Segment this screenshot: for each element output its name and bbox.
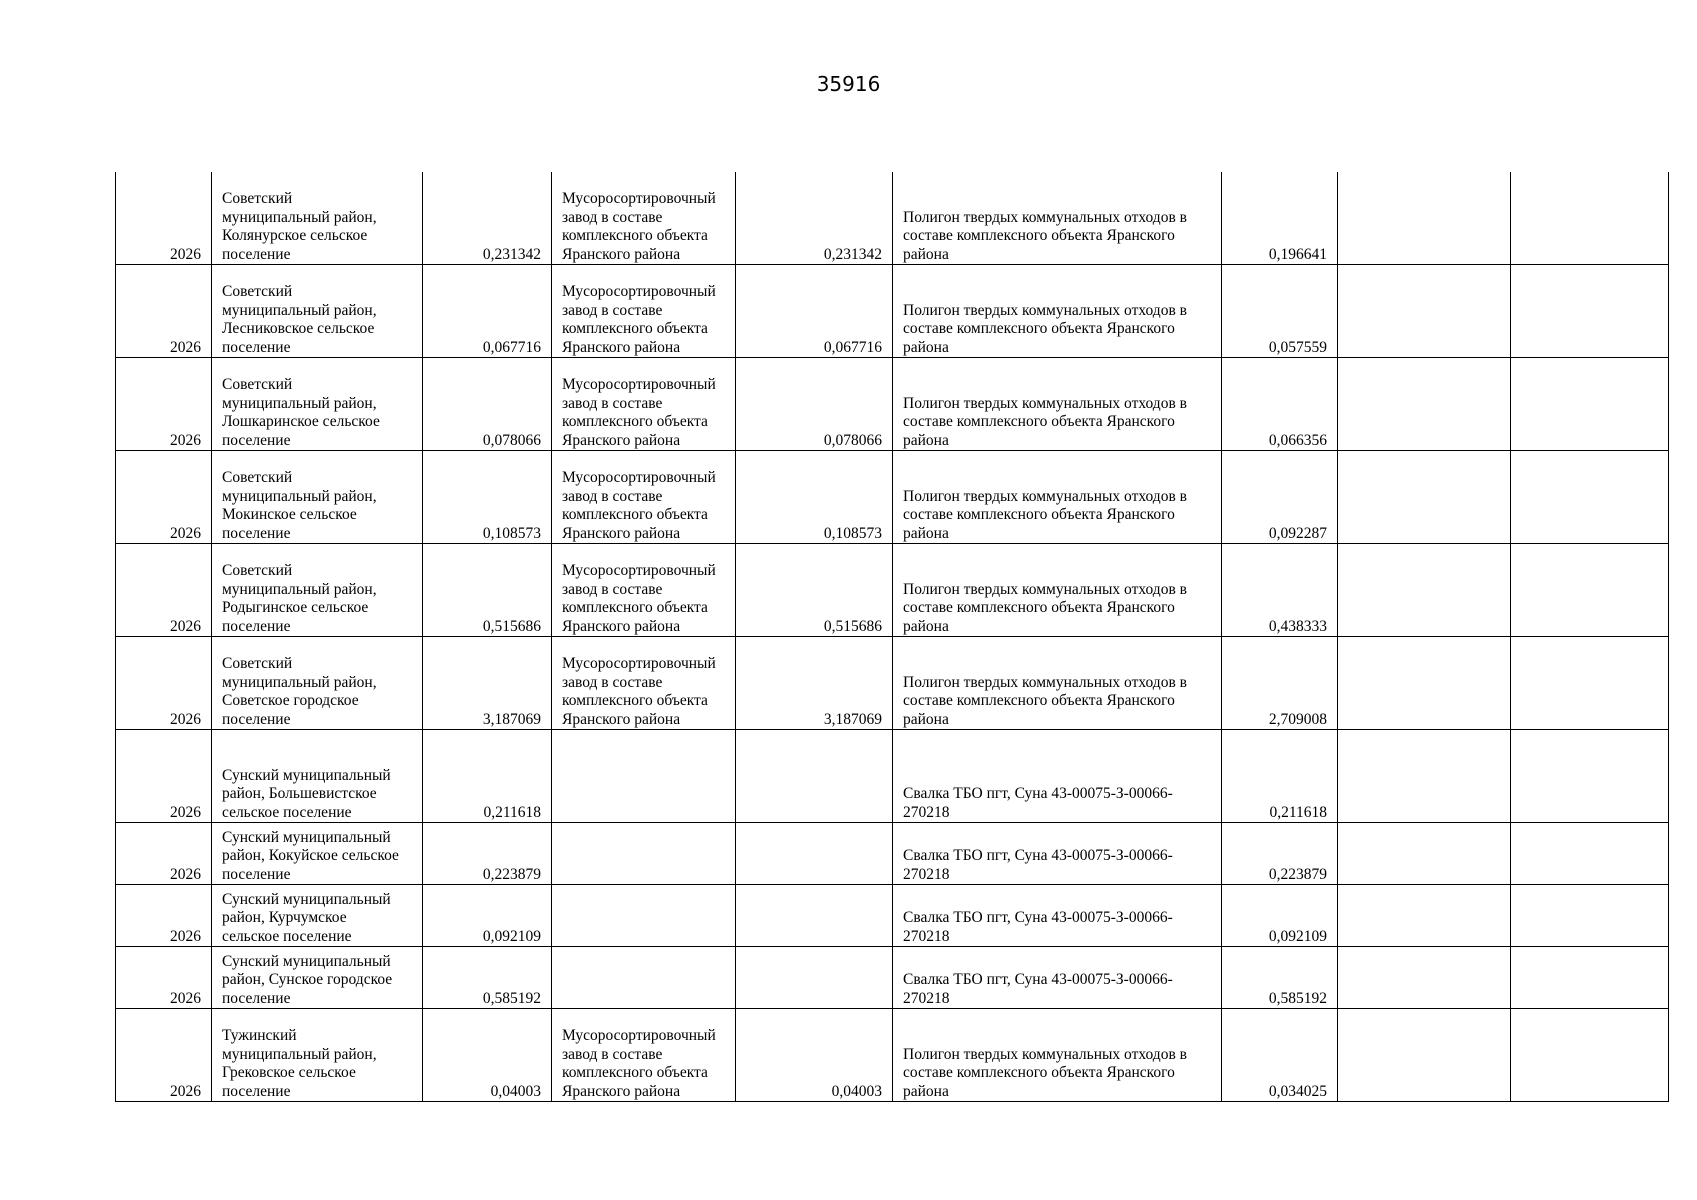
row-disposal-volume: 0,092109 (1222, 885, 1338, 947)
table-row (116, 1009, 1669, 1102)
table-row (116, 172, 1669, 265)
table-body (116, 172, 1669, 1102)
table-row (116, 451, 1669, 544)
row-area: Сунский муниципальный район, Кокуйское сельское поселение (212, 823, 423, 885)
row-volume: 0,067716 (423, 265, 552, 358)
row-empty-cell (1511, 823, 1669, 885)
row-area: Советский муниципальный район, Родыгинское сельское поселение (212, 544, 423, 637)
row-processing-volume: 0,108573 (736, 451, 893, 544)
waste-flow-table (115, 172, 1669, 1102)
row-processing-facility: Мусоросортировочный завод в составе комплексного объекта Яранского района (552, 1009, 736, 1102)
row-processing-volume (736, 885, 893, 947)
row-volume: 0,108573 (423, 451, 552, 544)
row-processing-facility: Мусоросортировочный завод в составе комплексного объекта Яранского района (552, 637, 736, 730)
row-processing-facility (552, 823, 736, 885)
row-processing-volume: 0,515686 (736, 544, 893, 637)
row-empty-cell (1338, 1009, 1511, 1102)
row-disposal-facility: Полигон твердых коммунальных отходов в составе комплексного объекта Яранского района (893, 544, 1222, 637)
row-area: Сунский муниципальный район, Курчумское сельское поселение (212, 885, 423, 947)
row-disposal-facility: Полигон твердых коммунальных отходов в составе комплексного объекта Яранского района (893, 1009, 1222, 1102)
row-empty-cell (1338, 823, 1511, 885)
row-year: 2026 (116, 451, 212, 544)
row-empty-cell (1511, 885, 1669, 947)
row-disposal-volume: 0,092287 (1222, 451, 1338, 544)
table-row (116, 265, 1669, 358)
row-volume: 0,211618 (423, 730, 552, 823)
row-volume: 0,078066 (423, 358, 552, 451)
row-disposal-volume: 0,438333 (1222, 544, 1338, 637)
row-processing-volume: 0,231342 (736, 172, 893, 265)
row-empty-cell (1511, 172, 1669, 265)
row-empty-cell (1511, 637, 1669, 730)
row-processing-volume (736, 730, 893, 823)
row-disposal-volume: 2,709008 (1222, 637, 1338, 730)
row-volume: 0,515686 (423, 544, 552, 637)
row-empty-cell (1338, 885, 1511, 947)
row-disposal-facility: Свалка ТБО пгт, Суна 43-00075-З-00066- 270218 (893, 730, 1222, 823)
row-year: 2026 (116, 637, 212, 730)
row-disposal-facility: Полигон твердых коммунальных отходов в составе комплексного объекта Яранского района (893, 172, 1222, 265)
row-empty-cell (1511, 544, 1669, 637)
table-row (116, 730, 1669, 823)
row-area: Советский муниципальный район, Советское городское поселение (212, 637, 423, 730)
row-year: 2026 (116, 172, 212, 265)
row-empty-cell (1511, 730, 1669, 823)
row-empty-cell (1338, 265, 1511, 358)
row-empty-cell (1338, 544, 1511, 637)
row-empty-cell (1511, 1009, 1669, 1102)
row-year: 2026 (116, 1009, 212, 1102)
table-row (116, 823, 1669, 885)
row-disposal-facility: Свалка ТБО пгт, Суна 43-00075-З-00066- 270218 (893, 823, 1222, 885)
row-disposal-volume: 0,211618 (1222, 730, 1338, 823)
row-disposal-facility: Полигон твердых коммунальных отходов в составе комплексного объекта Яранского района (893, 358, 1222, 451)
row-processing-volume: 0,04003 (736, 1009, 893, 1102)
table-row (116, 947, 1669, 1009)
table-row (116, 544, 1669, 637)
row-empty-cell (1511, 265, 1669, 358)
row-volume: 0,04003 (423, 1009, 552, 1102)
row-processing-facility (552, 947, 736, 1009)
row-processing-facility: Мусоросортировочный завод в составе комплексного объекта Яранского района (552, 265, 736, 358)
page-number: 35916 (816, 72, 881, 96)
row-processing-facility: Мусоросортировочный завод в составе комплексного объекта Яранского района (552, 358, 736, 451)
row-year: 2026 (116, 544, 212, 637)
row-processing-facility (552, 730, 736, 823)
row-disposal-volume: 0,034025 (1222, 1009, 1338, 1102)
row-disposal-volume: 0,057559 (1222, 265, 1338, 358)
row-area: Сунский муниципальный район, Сунское городское поселение (212, 947, 423, 1009)
row-disposal-volume: 0,585192 (1222, 947, 1338, 1009)
row-empty-cell (1338, 947, 1511, 1009)
row-processing-volume: 0,078066 (736, 358, 893, 451)
row-empty-cell (1338, 172, 1511, 265)
row-empty-cell (1511, 451, 1669, 544)
row-empty-cell (1511, 358, 1669, 451)
row-year: 2026 (116, 947, 212, 1009)
row-area: Тужинский муниципальный район, Грековское сельское поселение (212, 1009, 423, 1102)
row-disposal-facility: Полигон твердых коммунальных отходов в составе комплексного объекта Яранского района (893, 637, 1222, 730)
row-processing-volume (736, 823, 893, 885)
row-year: 2026 (116, 823, 212, 885)
row-volume: 0,231342 (423, 172, 552, 265)
row-year: 2026 (116, 358, 212, 451)
row-area: Советский муниципальный район, Мокинское сельское поселение (212, 451, 423, 544)
row-volume: 0,585192 (423, 947, 552, 1009)
row-disposal-volume: 0,223879 (1222, 823, 1338, 885)
row-disposal-volume: 0,066356 (1222, 358, 1338, 451)
row-processing-volume: 0,067716 (736, 265, 893, 358)
row-processing-volume: 3,187069 (736, 637, 893, 730)
row-year: 2026 (116, 265, 212, 358)
row-area: Советский муниципальный район, Лесниковское сельское поселение (212, 265, 423, 358)
row-disposal-facility: Свалка ТБО пгт, Суна 43-00075-З-00066- 270218 (893, 947, 1222, 1009)
table-row (116, 637, 1669, 730)
row-year: 2026 (116, 730, 212, 823)
row-processing-facility: Мусоросортировочный завод в составе комплексного объекта Яранского района (552, 172, 736, 265)
row-volume: 0,092109 (423, 885, 552, 947)
row-disposal-facility: Свалка ТБО пгт, Суна 43-00075-З-00066- 270218 (893, 885, 1222, 947)
row-empty-cell (1338, 358, 1511, 451)
row-volume: 3,187069 (423, 637, 552, 730)
row-processing-facility: Мусоросортировочный завод в составе комплексного объекта Яранского района (552, 544, 736, 637)
row-disposal-volume: 0,196641 (1222, 172, 1338, 265)
row-processing-facility (552, 885, 736, 947)
row-disposal-facility: Полигон твердых коммунальных отходов в составе комплексного объекта Яранского района (893, 451, 1222, 544)
row-empty-cell (1338, 730, 1511, 823)
row-processing-facility: Мусоросортировочный завод в составе комплексного объекта Яранского района (552, 451, 736, 544)
table-row (116, 358, 1669, 451)
row-empty-cell (1338, 451, 1511, 544)
row-empty-cell (1511, 947, 1669, 1009)
table-row (116, 885, 1669, 947)
row-area: Советский муниципальный район, Колянурское сельское поселение (212, 172, 423, 265)
row-disposal-facility: Полигон твердых коммунальных отходов в составе комплексного объекта Яранского района (893, 265, 1222, 358)
row-area: Советский муниципальный район, Лошкаринское сельское поселение (212, 358, 423, 451)
row-area: Сунский муниципальный район, Большевистское сельское поселение (212, 730, 423, 823)
row-year: 2026 (116, 885, 212, 947)
row-empty-cell (1338, 637, 1511, 730)
row-volume: 0,223879 (423, 823, 552, 885)
row-processing-volume (736, 947, 893, 1009)
